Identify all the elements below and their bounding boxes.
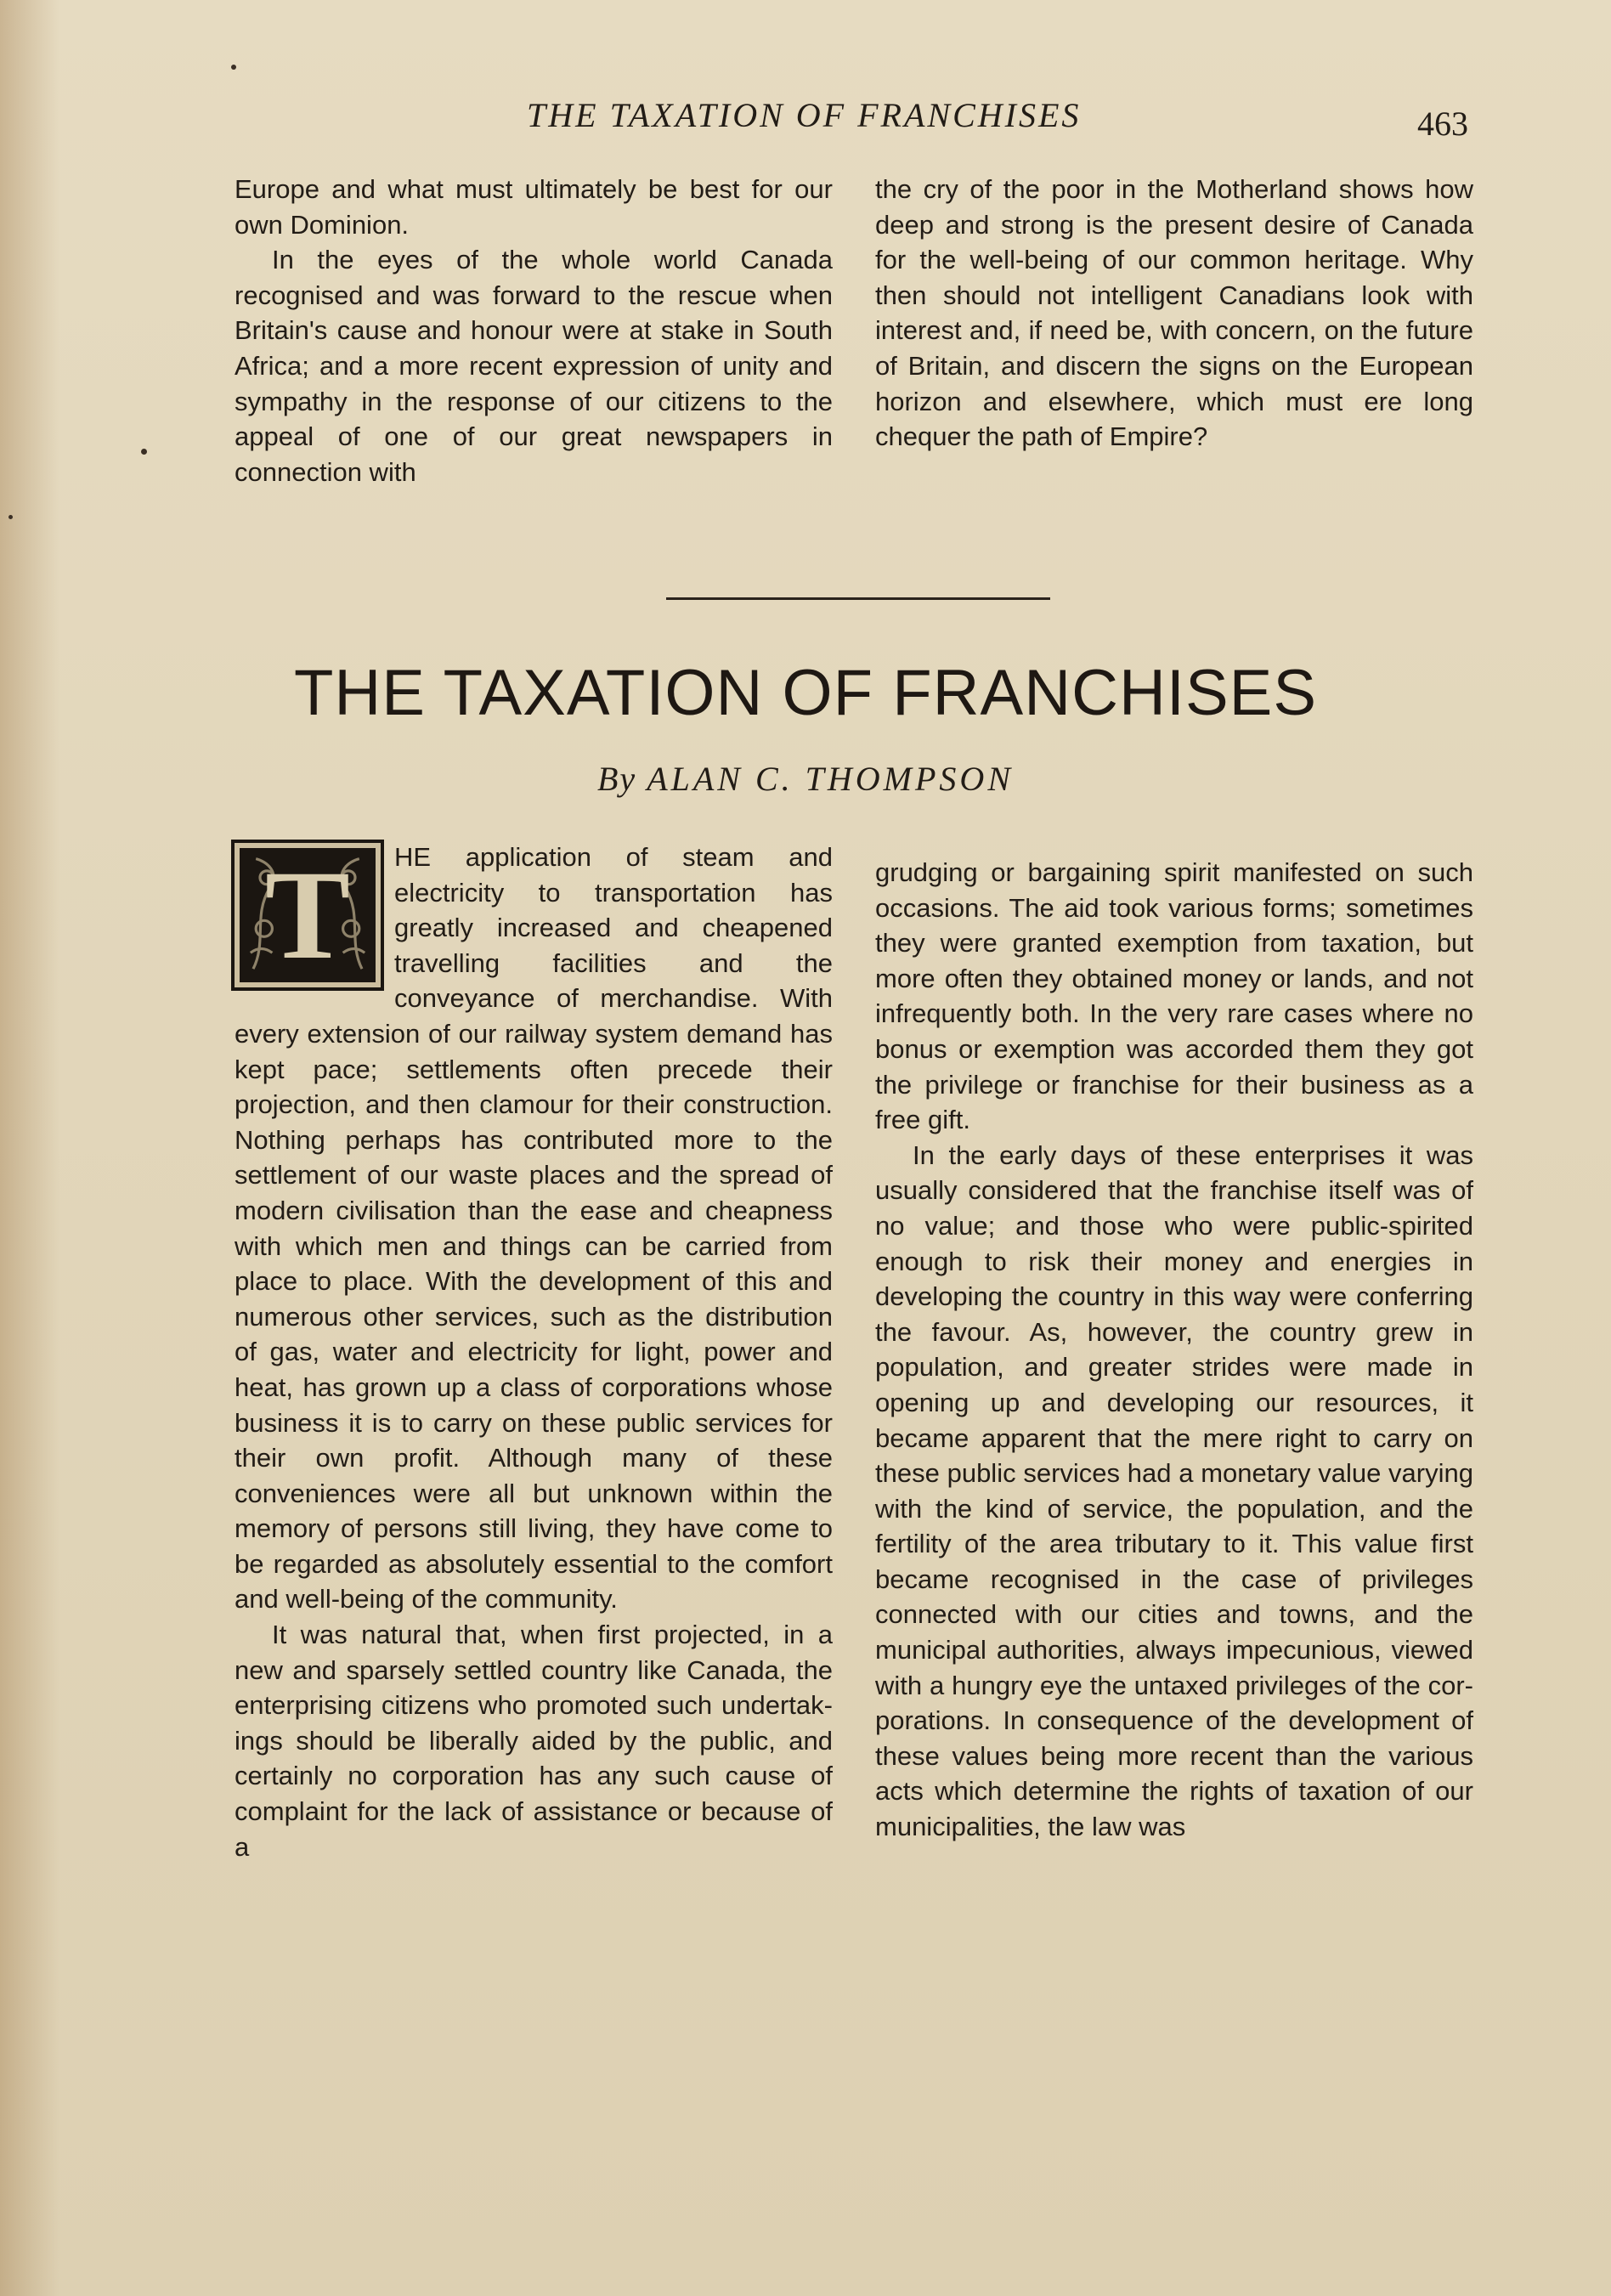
article-left-column (235, 840, 833, 1864)
previous-article-right-column (875, 172, 1473, 455)
drop-cap (235, 843, 381, 987)
paragraph: the cry of the poor in the Motherland shows how deep and strong is the present desire of Canada for the well-being of our common heritage. Why then should not intelligent Canadians look with interest and, if need be, with concern, on the future of Britain, and discern the signs on the European horizon and elsewhere, which must ere long chequer the path of Empire? (875, 174, 1473, 452)
ink-speck (231, 65, 236, 70)
paragraph: Europe and what must ultimately be best for our own Dominion. (235, 174, 833, 240)
drop-cap-letter: T (264, 845, 351, 986)
paragraph: It was natural that, when first projected, in a new and sparsely settled country like Canada, the enterprising citizens who promoted such undertakings should be liberally aided by the public, and certainly no corporation has any such cause of complaint for the lack of assistance or because of a (235, 1620, 833, 1862)
paragraph: In the early days of these enterprises it was usually considered that the franchise itself was of no value; and those who were public-spirited enough to risk their money and energies in developing the country in this way were conferring the favour. As, however, the country grew in population, and greater strides were made in opening up and developing our resources, it became apparent that the mere right to carry on these public services had a monetary value varying with the kind of service, the population, and the fertility of the area tributary to it. This value first became recognised in the case of privileges connected with our cities and towns, and the municipal authorities, always impecunious, viewed with a hungry eye the untaxed privileges of the corporations. In consequence of the development of these values being more recent than the various acts which determine the rights of taxation of our municipalities, the law was (875, 1140, 1473, 1842)
byline (170, 759, 1441, 799)
paragraph-text: HE application of steam and electricity to transportation has greatly increased and cheapened travelling facilities and the conveyance of merchandise. With every extension of our railway system demand has kept pace; settlements often precede their projection, and then clamour for their construction. Nothing perhaps has contributed more to the settlement of our waste places and the spread of modern civilisation than the ease and cheapness with which men and things can be carried from place to place. With the development of this and numerous other services, such as the distribution of gas, water and electricity for light, power and heat, has grown up a class of corporations whose business it is to carry on these public services for their own profit. Although many of these conveniences were all but unknown within the memory of persons still living, they have come to be regarded as absolutely essential to the comfort and well-being of the community. (235, 842, 833, 1615)
paragraph: In the eyes of the whole world Canada recognised and was forward to the rescue when Britain's cause and honour were at stake in South Africa; and a more recent expression of unity and sympathy in the response of our citizens to the appeal of one of our great newspapers in connection with (235, 245, 833, 487)
ink-speck (8, 515, 13, 519)
page-number: 463 (1417, 105, 1468, 143)
section-divider (666, 597, 1050, 600)
byline-name: ALAN C. THOMPSON (647, 760, 1014, 798)
paragraph: grudging or bargaining spirit manifested on such occasions. The aid took various forms; sometimes they were granted exemption from taxation, but more often they obtained money or lands, and not infrequently both. In the very rare cases where no bonus or exemption was accorded them they got the privilege or franchise for their business as a free gift. (875, 857, 1473, 1135)
byline-prefix: By (597, 760, 637, 798)
article-title: THE TAXATION OF FRANCHISES (293, 657, 1318, 729)
ink-speck (141, 449, 147, 455)
running-head (0, 95, 1611, 146)
opening-paragraph (235, 840, 833, 1617)
article-right-column (875, 855, 1473, 1845)
previous-article-left-column (235, 172, 833, 489)
running-head-title: THE TAXATION OF FRANCHISES (527, 96, 1082, 134)
